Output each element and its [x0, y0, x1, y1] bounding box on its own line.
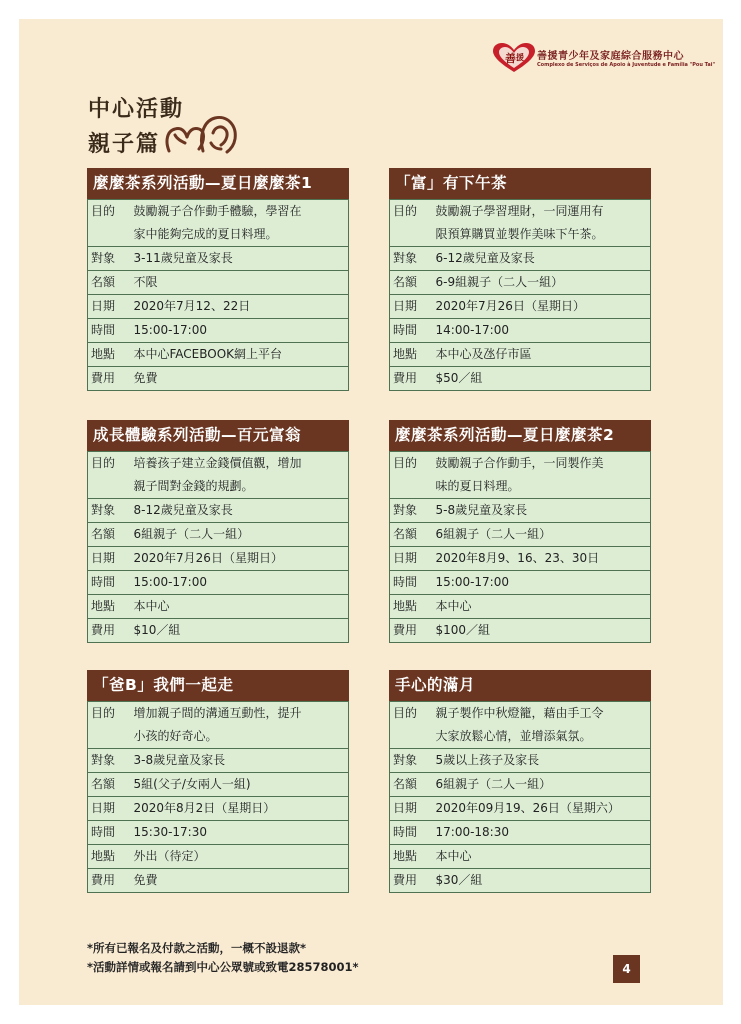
target-label: 對象 — [390, 499, 434, 523]
time-label: 時間 — [390, 319, 434, 343]
date-label: 日期 — [390, 547, 434, 571]
date-value: 2020年09月19、26日（星期六） — [434, 797, 651, 821]
quota-value: 5組(父子/女兩人一組) — [132, 773, 349, 797]
date-row — [390, 295, 651, 319]
date-row — [390, 797, 651, 821]
purpose-label: 目的 — [88, 702, 132, 749]
quota-row — [88, 271, 349, 295]
parent-child-hands-icon — [163, 113, 241, 155]
purpose-value-line1: 親子製作中秋燈籠，藉由手工令 — [434, 702, 651, 726]
fee-row — [390, 367, 651, 391]
purpose-value-line2: 味的夏日料理。 — [434, 475, 651, 499]
purpose-row — [390, 702, 651, 726]
fee-row — [88, 367, 349, 391]
fee-value: 免費 — [132, 367, 349, 391]
purpose-label: 目的 — [390, 452, 434, 499]
activity-card — [87, 420, 349, 643]
venue-label: 地點 — [88, 595, 132, 619]
venue-label: 地點 — [390, 595, 434, 619]
purpose-row — [88, 452, 349, 476]
fee-value: 免費 — [132, 869, 349, 893]
purpose-value-line2: 家中能夠完成的夏日料理。 — [132, 223, 349, 247]
activity-title: 「富」有下午茶 — [389, 168, 651, 199]
refund-note: *所有已報名及付款之活動，一概不設退款* — [87, 941, 307, 955]
quota-value: 6組親子（二人一組） — [434, 773, 651, 797]
time-row — [88, 821, 349, 845]
date-value: 2020年7月12、22日 — [132, 295, 349, 319]
activity-title: 麼麼茶系列活動—夏日麼麼茶2 — [389, 420, 651, 451]
target-row — [88, 499, 349, 523]
purpose-value-line1: 鼓勵親子學習理財，一同運用有 — [434, 200, 651, 224]
venue-row — [390, 595, 651, 619]
purpose-row — [88, 200, 349, 224]
page-number: 4 — [613, 955, 640, 983]
purpose-value-line1: 鼓勵親子合作動手，一同製作美 — [434, 452, 651, 476]
venue-label: 地點 — [390, 343, 434, 367]
venue-value: 外出（待定） — [132, 845, 349, 869]
date-value: 2020年8月2日（星期日） — [132, 797, 349, 821]
quota-label: 名額 — [390, 271, 434, 295]
date-value: 2020年7月26日（星期日） — [132, 547, 349, 571]
quota-label: 名額 — [88, 271, 132, 295]
target-value: 5-8歲兒童及家長 — [434, 499, 651, 523]
date-row — [88, 797, 349, 821]
svg-text:援: 援 — [516, 52, 524, 62]
org-name: 善援青少年及家庭綜合服務中心 — [537, 51, 684, 62]
purpose-value-line1: 增加親子間的溝通互動性，提升 — [132, 702, 349, 726]
activity-details-table — [389, 199, 651, 391]
date-label: 日期 — [390, 797, 434, 821]
venue-row — [390, 845, 651, 869]
activity-card — [389, 168, 651, 391]
target-value: 5歲以上孩子及家長 — [434, 749, 651, 773]
purpose-label: 目的 — [88, 200, 132, 247]
venue-label: 地點 — [390, 845, 434, 869]
time-value: 15:00-17:00 — [132, 571, 349, 595]
quota-value: 6組親子（二人一組） — [434, 523, 651, 547]
date-label: 日期 — [390, 295, 434, 319]
time-label: 時間 — [88, 821, 132, 845]
purpose-label: 目的 — [390, 200, 434, 247]
fee-row — [390, 619, 651, 643]
purpose-row — [390, 200, 651, 224]
target-value: 6-12歲兒童及家長 — [434, 247, 651, 271]
date-label: 日期 — [88, 547, 132, 571]
activity-title: 手心的滿月 — [389, 670, 651, 701]
fee-value: $100／組 — [434, 619, 651, 643]
venue-value: 本中心 — [434, 595, 651, 619]
time-row — [88, 571, 349, 595]
target-label: 對象 — [88, 247, 132, 271]
fee-label: 費用 — [88, 367, 132, 391]
time-row — [390, 571, 651, 595]
svg-text:善: 善 — [505, 52, 516, 65]
fee-value: $30／組 — [434, 869, 651, 893]
date-row — [88, 547, 349, 571]
quota-label: 名額 — [390, 523, 434, 547]
time-row — [88, 319, 349, 343]
venue-label: 地點 — [88, 845, 132, 869]
purpose-row — [390, 452, 651, 476]
time-label: 時間 — [88, 319, 132, 343]
date-label: 日期 — [88, 797, 132, 821]
activity-card — [389, 420, 651, 643]
activity-details-table — [87, 701, 349, 893]
purpose-value-line1: 鼓勵親子合作動手體驗，學習在 — [132, 200, 349, 224]
activity-title: 麼麼茶系列活動—夏日麼麼茶1 — [87, 168, 349, 199]
time-value: 15:30-17:30 — [132, 821, 349, 845]
fee-label: 費用 — [390, 869, 434, 893]
heart-logo-icon — [491, 42, 537, 74]
time-value: 14:00-17:00 — [434, 319, 651, 343]
time-value: 15:00-17:00 — [132, 319, 349, 343]
venue-row — [88, 343, 349, 367]
venue-value: 本中心及氹仔市區 — [434, 343, 651, 367]
quota-value: 6-9組親子（二人一組） — [434, 271, 651, 295]
fee-row — [88, 869, 349, 893]
fee-row — [390, 869, 651, 893]
activity-card — [87, 168, 349, 391]
target-row — [88, 247, 349, 271]
time-label: 時間 — [390, 821, 434, 845]
time-value: 15:00-17:00 — [434, 571, 651, 595]
purpose-value-line1: 培養孩子建立金錢價值觀，增加 — [132, 452, 349, 476]
activity-details-table — [389, 701, 651, 893]
target-label: 對象 — [88, 499, 132, 523]
quota-row — [88, 773, 349, 797]
target-row — [390, 247, 651, 271]
target-value: 3-8歲兒童及家長 — [132, 749, 349, 773]
time-value: 17:00-18:30 — [434, 821, 651, 845]
quota-row — [390, 773, 651, 797]
fee-value: $10／組 — [132, 619, 349, 643]
activity-details-table — [87, 451, 349, 643]
target-row — [390, 749, 651, 773]
activity-title: 成長體驗系列活動—百元富翁 — [87, 420, 349, 451]
activity-card — [389, 670, 651, 893]
fee-label: 費用 — [390, 367, 434, 391]
fee-value: $50／組 — [434, 367, 651, 391]
page-subtitle: 親子篇 — [88, 132, 161, 157]
venue-row — [88, 595, 349, 619]
quota-row — [390, 523, 651, 547]
purpose-label: 目的 — [88, 452, 132, 499]
target-label: 對象 — [390, 749, 434, 773]
venue-value: 本中心 — [434, 845, 651, 869]
activity-details-table — [87, 199, 349, 391]
time-row — [390, 319, 651, 343]
org-logo — [491, 42, 721, 76]
date-row — [88, 295, 349, 319]
fee-row — [88, 619, 349, 643]
target-row — [390, 499, 651, 523]
purpose-label: 目的 — [390, 702, 434, 749]
purpose-value-line2: 大家放鬆心情，並增添氣氛。 — [434, 725, 651, 749]
target-value: 3-11歲兒童及家長 — [132, 247, 349, 271]
fee-label: 費用 — [88, 619, 132, 643]
date-value: 2020年7月26日（星期日） — [434, 295, 651, 319]
fee-label: 費用 — [390, 619, 434, 643]
venue-value: 本中心FACEBOOK網上平台 — [132, 343, 349, 367]
quota-label: 名額 — [390, 773, 434, 797]
purpose-row — [88, 702, 349, 726]
target-label: 對象 — [390, 247, 434, 271]
target-label: 對象 — [88, 749, 132, 773]
fee-label: 費用 — [88, 869, 132, 893]
purpose-value-line2: 限預算購買並製作美味下午茶。 — [434, 223, 651, 247]
venue-label: 地點 — [88, 343, 132, 367]
quota-row — [88, 523, 349, 547]
activity-card — [87, 670, 349, 893]
venue-row — [390, 343, 651, 367]
activity-title: 「爸B」我們一起走 — [87, 670, 349, 701]
quota-label: 名額 — [88, 773, 132, 797]
quota-value: 不限 — [132, 271, 349, 295]
contact-note: *活動詳情或報名請到中心公眾號或致電28578001* — [87, 960, 359, 974]
date-value: 2020年8月9、16、23、30日 — [434, 547, 651, 571]
time-label: 時間 — [88, 571, 132, 595]
activity-details-table — [389, 451, 651, 643]
page-title: 中心活動 — [88, 97, 185, 122]
org-subtitle: Complexo de Serviços de Apoio à Juventude e Família "Pou Tai" — [537, 62, 716, 68]
target-row — [88, 749, 349, 773]
quota-label: 名額 — [88, 523, 132, 547]
venue-row — [88, 845, 349, 869]
target-value: 8-12歲兒童及家長 — [132, 499, 349, 523]
quota-row — [390, 271, 651, 295]
quota-value: 6組親子（二人一組） — [132, 523, 349, 547]
purpose-value-line2: 親子間對金錢的規劃。 — [132, 475, 349, 499]
purpose-value-line2: 小孩的好奇心。 — [132, 725, 349, 749]
time-label: 時間 — [390, 571, 434, 595]
venue-value: 本中心 — [132, 595, 349, 619]
date-label: 日期 — [88, 295, 132, 319]
date-row — [390, 547, 651, 571]
time-row — [390, 821, 651, 845]
